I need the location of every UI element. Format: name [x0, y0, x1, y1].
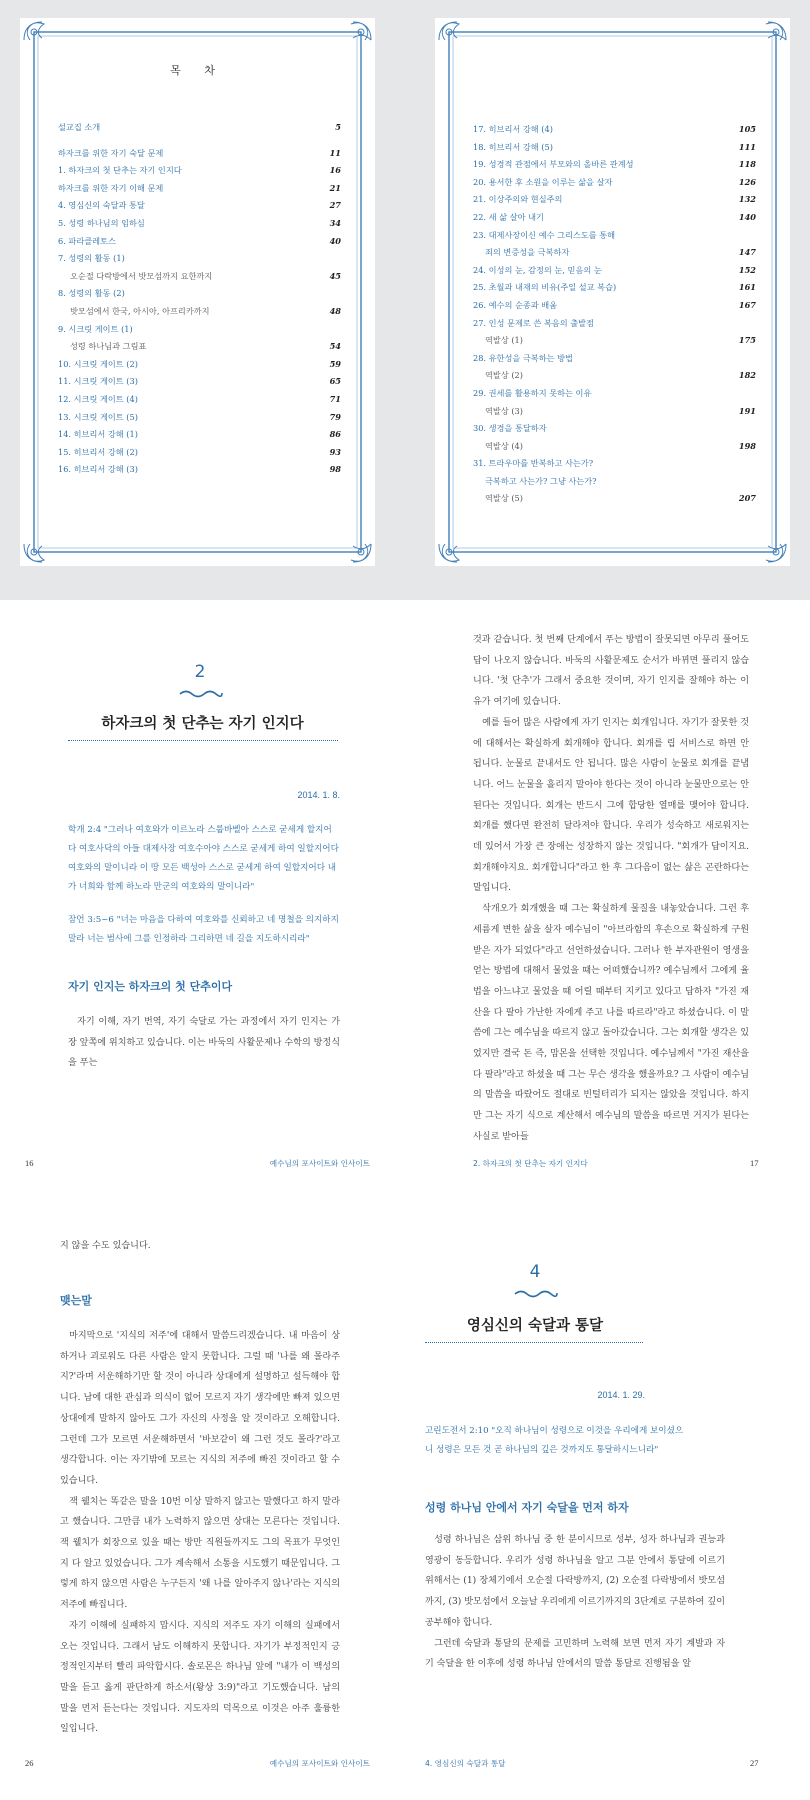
toc-entry-page: 27 [329, 200, 341, 211]
scripture-quote: 고린도전서 2:10 "오직 하나님이 성령으로 이것을 우리에게 보이셨으니 성령은 모든 것 곧 하나님의 깊은 것까지도 통달하시느니라" [425, 1426, 684, 1455]
toc-entry-text: 역발상 (5) [485, 493, 523, 504]
toc-entry [58, 357, 341, 375]
chapter-title: 영심신의 숙달과 통달 [466, 1318, 604, 1334]
page-number: 26 [25, 1758, 34, 1768]
toc-entry-page: 152 [738, 264, 756, 275]
toc-entry-text: 시크릿 게이트 (5) [73, 411, 138, 422]
toc-entry-page: 79 [329, 411, 341, 422]
toc-entry-label [473, 177, 612, 187]
toc-entry-label [473, 247, 569, 257]
toc-entry-text: 성경적 관점에서 부모와의 올바른 관계성 [488, 159, 634, 170]
body-text [425, 1530, 725, 1675]
toc-entry-label [473, 142, 553, 152]
toc-entry-page: 126 [738, 176, 756, 187]
toc-entry-text: 초월과 내재의 비유(주일 설교 복습) [488, 282, 617, 293]
toc-entry-text: 하자크의 첫 단추는 자기 인지다 [68, 165, 182, 176]
toc-entry-label [473, 194, 562, 204]
toc-entry-label [473, 300, 557, 310]
toc-entry-label [58, 376, 138, 386]
toc-entry-page: 198 [738, 440, 756, 451]
toc-entry-number: 9. [58, 323, 66, 334]
toc-entry-text: 시크릿 게이트 (2) [73, 358, 138, 369]
toc-entry-number: 31. [473, 458, 487, 469]
toc-entry-text: 히브리서 강해 (4) [488, 124, 553, 134]
toc-entry-number: 14. [58, 429, 72, 440]
toc-entry [58, 462, 341, 480]
toc-entry-label [473, 423, 547, 433]
running-head: 예수님의 포사이트와 인사이트 [269, 1159, 370, 1168]
toc-entry-text: 시크릿 게이트 (1) [68, 323, 133, 334]
toc-title: 목 차 [170, 64, 225, 77]
toc-entry-number: 1. [58, 165, 66, 176]
toc-entry [58, 198, 341, 216]
toc-entry-label [58, 412, 138, 422]
chapter-number: 4 [529, 1262, 541, 1282]
toc-entry-label [473, 476, 597, 486]
toc-entry-label [58, 429, 138, 439]
toc-entry-number: 23. [473, 229, 487, 240]
toc-entry [473, 157, 756, 175]
book-page-26 [0, 1200, 405, 1798]
toc-entry [473, 404, 756, 422]
toc-entry-text: 권세를 활용하지 못하는 이유 [488, 387, 592, 398]
toc-entry-page: 21 [329, 182, 341, 193]
toc-entry-label [58, 288, 125, 298]
toc-entry-text: 극복하고 사는가? 그냥 사는가? [485, 475, 597, 486]
toc-entry-number: 27. [473, 317, 487, 328]
toc-entry-label [58, 122, 100, 132]
book-page-17 [405, 600, 810, 1198]
toc-entry-page: 40 [329, 235, 341, 246]
toc-entry [58, 286, 341, 304]
toc-entry-page: 182 [738, 370, 756, 381]
toc-entry-label [473, 159, 634, 169]
toc-entry-page: 140 [738, 211, 756, 222]
toc-entry-label [473, 493, 523, 503]
toc-entry-number: 5. [58, 217, 66, 228]
toc-entry [473, 386, 756, 404]
section-heading: 맺는말 [60, 1294, 92, 1307]
paragraph: 지 않을 수도 있습니다. [60, 1241, 151, 1251]
toc-entry [58, 322, 341, 340]
toc-entry-page: 48 [329, 305, 341, 316]
toc-entry-number: 19. [473, 159, 487, 170]
toc-entry [58, 146, 341, 164]
toc-entry-label [58, 165, 182, 175]
toc-entry-page: 147 [738, 247, 756, 258]
paragraph: 것과 같습니다. 첫 번째 단계에서 푸는 방법이 잘못되면 아무리 풀어도 답이 나오지 않습니다. 바둑의 사활문제도 순서가 바뀌면 풀리지 않습니다. '첫 단추'가 그래서 중요한 것이며, 자기 인지를 잘해야 하는 이유가 여기에 있습니다. [473, 635, 749, 708]
toc-entry-number: 26. [473, 299, 487, 310]
toc-entry-number: 24. [473, 264, 487, 275]
toc-entry-text: 히브리서 강해 (5) [488, 141, 553, 152]
toc-entry-page: 132 [738, 194, 756, 205]
toc-entry-label [58, 306, 210, 316]
toc-entry-label [473, 318, 594, 328]
running-head: 2. 하자크의 첫 단추는 자기 인지다 [473, 1159, 588, 1168]
toc-entry [473, 316, 756, 334]
wave-ornament-icon [178, 688, 224, 698]
toc-entry-label [58, 359, 138, 369]
toc-entry-number: 17. [473, 124, 487, 134]
toc-entry-page: 105 [738, 124, 756, 134]
toc-entry-label [58, 200, 145, 210]
title-underline [68, 740, 338, 741]
section-heading: 자기 인지는 하자크의 첫 단추이다 [68, 980, 233, 993]
toc-entry-page: 54 [329, 341, 341, 352]
toc-entry-number: 21. [473, 194, 487, 205]
title-underline [425, 1342, 643, 1343]
toc-entry [58, 234, 341, 252]
toc-entry-text: 히브리서 강해 (3) [73, 464, 138, 475]
toc-entry-text: 설교집 소개 [58, 122, 101, 132]
toc-entry-number: 28. [473, 352, 487, 363]
toc-entry [473, 333, 756, 351]
toc-left-page [20, 18, 375, 566]
toc-entry-text: 이상주의와 현실주의 [488, 194, 563, 205]
body-text [60, 1326, 340, 1740]
page-number: 27 [750, 1758, 759, 1768]
toc-entry-label [58, 183, 163, 193]
toc-entry-label [473, 441, 523, 451]
toc-entry-label [473, 370, 523, 380]
toc-entry-number: 8. [58, 288, 66, 299]
toc-entry-label [58, 271, 212, 281]
toc-entry-number: 4. [58, 200, 66, 211]
toc-entry [58, 392, 341, 410]
paragraph: 잭 웰치는 똑같은 말을 10번 이상 말하지 않고는 말했다고 하지 말라고 했습니다. 그만큼 내가 노력하지 않으면 상대는 모른다는 것입니다. 잭 웰치가 회장으로 있을 때는 방만 직원들까지도 그의 목표가 무엇인지 다 알고 있었습니다. 그가 계속해서 소통을 시도했기 때문입니다. 그렇게 하지 않으면 사람은 누구든지 '왜 나를 알아주지 않나'라는 지식의 저주에 빠집니다. [60, 1496, 340, 1611]
toc-entry [473, 245, 756, 263]
toc-entry-number: 6. [58, 235, 66, 246]
toc-entry [473, 280, 756, 298]
toc-entry-text: 하자크를 위한 자기 이해 문제 [58, 182, 164, 193]
toc-entry-label [58, 394, 138, 404]
toc-entry [58, 216, 341, 234]
toc-entry-number: 13. [58, 411, 72, 422]
wave-ornament-icon [513, 1288, 559, 1298]
chapter-number: 2 [194, 662, 206, 682]
toc-entry-page: 167 [738, 299, 756, 310]
toc-entry [58, 339, 341, 357]
book-page-16 [0, 600, 405, 1198]
toc-entry-number: 11. [58, 376, 72, 387]
toc-entry-text: 시크릿 게이트 (4) [73, 393, 138, 404]
toc-entry-text: 파라클레토스 [68, 235, 116, 246]
toc-entry-page: 191 [738, 405, 756, 416]
toc-entry-page: 16 [329, 165, 341, 176]
toc-entry-label [473, 282, 616, 292]
scripture-quote: 학개 2:4 "그러나 여호와가 이르노라 스룹바벨아 스스로 굳세게 할지어다 여호사닥의 아들 대제사장 여호수아야 스스로 굳세게 하여 일할지어다 여호와의 말이니라 이 땅 모든 백성아 스스로 굳세게 하여 일할지어다 내가 너희와 함께 하노라 만군의 여호와의 말이니라" [68, 825, 339, 892]
toc-right-page [435, 18, 790, 566]
toc-right-list [473, 122, 756, 509]
page-number: 17 [750, 1158, 759, 1168]
toc-entry-text: 오순절 다락방에서 밧모섬까지 요한까지 [70, 270, 213, 281]
toc-entry [58, 427, 341, 445]
toc-entry-number: 15. [58, 446, 72, 457]
toc-entry-text: 성령의 활동 (1) [68, 253, 125, 264]
toc-entry-text: 용서한 후 소원을 이루는 삶을 살자 [488, 176, 613, 187]
toc-entry-label [58, 341, 146, 351]
toc-entry-label [473, 406, 523, 416]
running-head: 4. 영심신의 숙달과 통달 [425, 1759, 506, 1768]
toc-entry [473, 474, 756, 492]
toc-entry-page: 5 [335, 122, 341, 132]
toc-entry-number: 16. [58, 464, 72, 475]
toc-entry [473, 175, 756, 193]
toc-entry [473, 192, 756, 210]
paragraph: 마지막으로 '지식의 저주'에 대해서 말씀드리겠습니다. 내 마음이 상하거나 괴로워도 다른 사람은 알지 못합니다. 그럴 때 '나를 왜 몰라주지?'라며 서운해하기만 할 것이 아니라 상대에게 설명하고 설득해야 합니다. 남에 대한 관심과 의식이 없어 모르지 자기 생각에만 빠져 있으면 상대에게 말하지 않아도 그가 자신의 사정을 알 것이라고 오해합니다. 그런데 그가 모르면 서운해하면서 '바보같이 왜 그런 것도 몰라?'라고 생각합니다. 이는 자기밖에 모르는 지식의 저주에 빠진 것이라고 할 수 있습니다. [60, 1331, 340, 1486]
toc-entry-text: 생경을 통달하자 [488, 423, 547, 434]
page-number: 16 [25, 1158, 34, 1168]
toc-entry [473, 421, 756, 439]
book-page-27 [405, 1200, 810, 1798]
toc-entry-number: 12. [58, 393, 72, 404]
toc-entry-text: 성령의 활동 (2) [68, 288, 125, 299]
toc-entry-label [473, 388, 591, 398]
toc-entry [58, 304, 341, 322]
toc-entry-text: 히브리서 강해 (2) [73, 446, 138, 457]
paragraph: 예를 들어 많은 사람에게 자기 인지는 회개입니다. 자기가 잘못한 것에 대해서는 확실하게 회개해야 합니다. 회개를 립 서비스로 하면 안 됩니다. 눈물로 끝내서도 안 됩니다. 많은 사람이 눈물로 회개를 끝냅니다. 어느 눈물을 흘리지 말아야 한다는 것이 아니라 눈물만으로는 안 된다는 것입니다. 회개는 반드시 그에 합당한 열매를 맺어야 합니다. 회개를 했다면 완전히 달라져야 합니다. 우리가 성숙하고 새로워지는 데 있어서 가장 큰 장애는 성장하지 않는 것입니다. "회개가 답이지요. 회개해야지요. 회개합니다"라고 한 후 그다음이 없는 삶은 곤란하다는 말입니다. [473, 717, 749, 894]
body-paragraph [68, 1012, 340, 1074]
toc-entry-page: 45 [329, 270, 341, 281]
toc-entry-label [473, 230, 615, 240]
toc-entry-text: 성령 하나님과 그림표 [70, 341, 147, 352]
toc-entry-label [58, 253, 125, 263]
toc-entry-text: 죄의 변증성을 극복하자 [485, 247, 570, 258]
toc-entry-label [473, 212, 544, 222]
toc-entry-page: 71 [329, 393, 341, 404]
toc-entry [473, 491, 756, 509]
toc-entry-label [473, 124, 553, 134]
body-text [473, 630, 749, 1148]
toc-entry-text: 대제사장이신 예수 그리스도를 통해 [488, 229, 616, 240]
toc-entry [58, 445, 341, 463]
toc-entry-label [473, 458, 593, 468]
toc-entry-number: 18. [473, 141, 487, 152]
paragraph: 자기 이해에 실패하지 맙시다. 지식의 저주도 자기 이해의 실패에서 오는 것입니다. 그래서 남도 이해하지 못합니다. 자기가 부정적인지 긍정적인지부터 빨리 파악합시다. 솔로몬은 하나님 앞에 "내가 이 백성의 말을 듣고 옳게 판단하게 하소서(왕상 3:9)"라고 기도했습니다. 남의 말을 먼저 듣는다는 것입니다. 지도자의 덕목으로 이것은 아주 훌륭한 일입니다. [60, 1620, 340, 1735]
toc-entry-text: 영심신의 숙달과 통달 [68, 200, 145, 211]
lead-line [60, 1236, 340, 1257]
paragraph: 자기 이해, 자기 번역, 자기 숙달로 가는 과정에서 자기 인지는 가장 앞쪽에 위치하고 있습니다. 이는 바둑의 사활문제나 수학의 방정식을 푸는 [68, 1017, 340, 1069]
toc-entry-text: 이성의 눈, 감정의 눈, 믿음의 눈 [488, 264, 602, 275]
toc-entry-label [58, 236, 116, 246]
sermon-date: 2014. 1. 29. [597, 1390, 645, 1400]
running-head: 예수님의 포사이트와 인사이트 [269, 1759, 370, 1768]
toc-entry-page: 118 [738, 159, 756, 170]
toc-entry-label [58, 464, 138, 474]
sermon-date: 2014. 1. 8. [297, 790, 340, 800]
toc-entry-text: 하자크를 위한 자기 숙달 문제 [58, 147, 164, 158]
toc-entry [473, 439, 756, 457]
toc-entry-label [473, 353, 573, 363]
toc-entry [473, 210, 756, 228]
paragraph: 삭개오가 회개했을 때 그는 확실하게 물질을 내놓았습니다. 그런 후 세름게 변한 삶을 살자 예수님이 "아브라함의 후손으로 확실하게 구원받은 자가 되었다"라고 선언하셨습니다. 그러나 한 부자관원이 영생을 얻는 방법에 대해서 물었을 때는 어떠했습니까? 예수님께서 그에게 율법을 아느냐고 물었을 때 어릴 때부터 지키고 있다고 답하자 "가진 재산을 다 팔아 가난한 자에게 주고 나를 따르라"라고 하셨습니다. 이 말씀에 그는 예수님을 따르지 않고 돌아갔습니다. 그는 회개할 생각은 있었지만 결국 돈 즉, 맘몬을 선택한 것입니다. 예수님께서 "가진 재산을 다 팔라"라고 하셨을 때 그는 무슨 생각을 했을까요? 그 사람이 예수님의 말씀을 따랐어도 절대로 빈털터리가 되지는 않았을 것입니다. 하지만 그는 자기 식으로 계산해서 예수님의 말씀을 따르면 거지가 된다는 사실로 받아들 [473, 904, 749, 1142]
toc-entry-number: 10. [58, 358, 72, 369]
toc-entry-text: 히브리서 강해 (1) [73, 429, 138, 440]
toc-entry-text: 새 삶 살아 내기 [488, 211, 544, 222]
section-heading: 성령 하나님 안에서 자기 숙달을 먼저 하자 [425, 1501, 629, 1514]
toc-entry [473, 140, 756, 158]
toc-entry-page: 65 [329, 376, 341, 387]
toc-entry-page: 98 [329, 464, 341, 475]
toc-entry-text: 인성 문제로 쓴 복음의 출발점 [488, 317, 594, 328]
toc-entry-page: 34 [329, 217, 341, 228]
toc-entry [58, 181, 341, 199]
toc-entry [58, 410, 341, 428]
toc-entry [58, 269, 341, 287]
toc-entry-page: 207 [738, 493, 756, 504]
toc-entry-text: 밧모섬에서 한국, 아시아, 아프리카까지 [70, 305, 210, 316]
toc-entry-page: 59 [329, 358, 341, 369]
toc-entry-text: 시크릿 게이트 (3) [73, 376, 138, 387]
toc-entry-number: 25. [473, 282, 487, 293]
toc-entry [473, 456, 756, 474]
toc-entry-page: 11 [329, 147, 341, 158]
toc-entry-number: 29. [473, 387, 487, 398]
toc-entry-label [58, 324, 133, 334]
toc-entry-label [473, 335, 523, 345]
toc-entry-text: 역발상 (1) [485, 335, 523, 346]
toc-entry-page: 161 [738, 282, 756, 293]
toc-entry [473, 228, 756, 246]
paragraph: 성령 하나님은 삼위 하나님 중 한 분이시므로 성부, 성자 하나님과 권능과 영광이 동등합니다. 우리가 성령 하나님을 알고 그분 안에서 통달에 이르기 위해서는 (1) 장체기에서 오순절 다락방까지, (2) 오순절 다락방에서 밧모섬까지, (3) 밧모섬에서 오늘날 우리에게 이르기까지의 3단계로 구분하여 깊이 공부해야 합니다. [425, 1535, 725, 1628]
toc-entry [58, 374, 341, 392]
toc-entry [58, 163, 341, 181]
toc-entry [58, 251, 341, 269]
chapter-title: 하자크의 첫 단추는 자기 인지다 [101, 716, 304, 732]
toc-entry-label [58, 148, 163, 158]
toc-entry-text: 역발상 (3) [485, 405, 523, 416]
toc-entry-page: 111 [738, 141, 756, 152]
toc-entry-text: 역발상 (4) [485, 440, 523, 451]
paragraph: 그런데 숙달과 통달의 문제를 고민하며 노력해 보면 먼저 자기 계발과 자기 숙달을 한 이후에 성령 하나님 안에서의 말씀 통달로 진행됨을 알 [425, 1638, 725, 1670]
toc-entry-page: 93 [329, 446, 341, 457]
toc-entry-text: 예수의 순종과 배움 [488, 299, 558, 310]
toc-spread [0, 0, 810, 600]
toc-entry-number: 20. [473, 176, 487, 187]
scripture-quote: 잠언 3:5~6 "너는 마음을 다하여 여호와를 신뢰하고 네 명철을 의지하지 말라 너는 범사에 그를 인정하라 그리하면 네 길을 지도하시리라" [68, 915, 339, 944]
toc-entry-text: 역발상 (2) [485, 370, 523, 381]
toc-entry-number: 30. [473, 423, 487, 434]
toc-entry-page: 86 [329, 429, 341, 440]
toc-entry [473, 368, 756, 386]
toc-entry-page: 175 [738, 335, 756, 346]
toc-entry-number: 7. [58, 253, 66, 264]
toc-entry [58, 120, 341, 138]
toc-entry [473, 122, 756, 140]
toc-entry-label [58, 447, 138, 457]
toc-entry-text: 성령 하나님의 임하심 [68, 217, 145, 228]
toc-entry-number: 22. [473, 211, 487, 222]
toc-entry [473, 298, 756, 316]
toc-entry-label [58, 218, 145, 228]
toc-entry [473, 351, 756, 369]
toc-left-list [58, 120, 341, 480]
toc-entry-label [473, 265, 602, 275]
toc-entry-text: 트라우마를 반복하고 사는가? [488, 458, 594, 469]
toc-entry [473, 263, 756, 281]
toc-entry-text: 유한성을 극복하는 방법 [488, 352, 573, 363]
